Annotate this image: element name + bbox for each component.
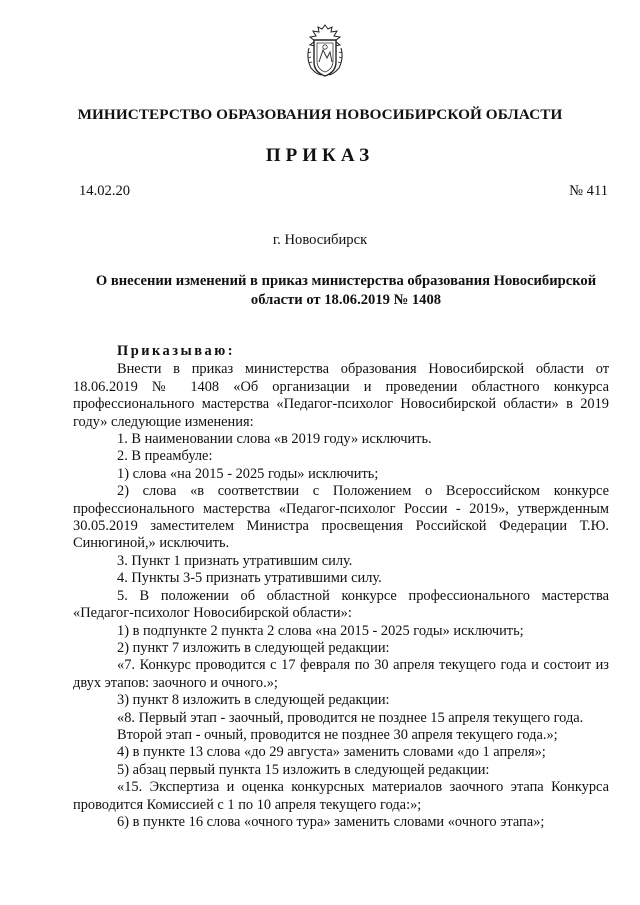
ministry-name: МИНИСТЕРСТВО ОБРАЗОВАНИЯ НОВОСИБИРСКОЙ ОБЛАСТИ [77,106,563,123]
paragraph: 3) пункт 8 изложить в следующей редакции: [117,692,390,709]
order-number: № 411 [569,183,608,199]
paragraph: 1) в подпункте 2 пункта 2 слова «на 2015 - 2025 годы» исключить; [117,622,524,639]
paragraph: 1) слова «на 2015 - 2025 годы» исключить; [117,465,379,482]
paragraph: «15. Экспертиза и оценка конкурсных материалов заочного этапа Конкурса проводится Комиссией с 1 по 10 апреля текущего года:»; [73,779,609,813]
paragraph: Внести в приказ министерства образования Новосибирской области от 18.06.2019 № 1408 «Об организации и проведении областного конкурса профессионального мастерства «Педагог-психолог Новосибирской области» в 2019 году» следующие изменения: [73,361,609,430]
paragraph: 4) в пункте 13 слова «до 29 августа» заменить словами «до 1 апреля»; [117,744,546,761]
paragraph: 4. Пункты 3-5 признать утратившими силу. [117,570,382,587]
paragraph: 2. В преамбуле: [117,448,213,465]
order-lead: Приказываю: [117,343,236,359]
city-name: г. Новосибирск [272,232,368,248]
paragraph: 5. В положении об областной конкурсе профессионального мастерства «Педагог-психолог Новосибирской области»: [73,587,609,622]
paragraph: Второй этап - очный, проводится не позднее 30 апреля текущего года.»; [117,726,558,743]
order-subject: О внесении изменений в приказ министерства образования Новосибирской области от 18.06.2019 № 1408 [95,273,597,308]
order-body [73,343,609,831]
paragraph: 2) пункт 7 изложить в следующей редакции: [117,639,390,656]
paragraph: «8. Первый этап - заочный, проводится не позднее 15 апреля текущего года. [117,709,584,726]
paragraph: 1. В наименовании слова «в 2019 году» исключить. [117,431,432,448]
paragraph: 5) абзац первый пункта 15 изложить в следующей редакции: [117,761,490,778]
paragraph: 6) в пункте 16 слова «очного тура» заменить словами «очного этапа»; [117,813,545,830]
paragraph: «7. Конкурс проводится с 17 февраля по 30 апреля текущего года и состоит из двух этапов: заочного и очного.»; [73,657,609,691]
order-date: 14.02.20 [79,183,131,199]
paragraph: 3. Пункт 1 признать утратившим силу. [117,552,353,569]
coat-of-arms-icon [303,24,347,78]
document-title: ПРИКАЗ [265,145,375,166]
paragraph: 2) слова «в соответствии с Положением о Всероссийском конкурсе профессионального мастерства «Педагог-психолог России - 2019», утвержденным 30.05.2019 заместителем Министра просвещения Российской Федерации Т.Ю. Синюгиной,» исключить. [73,483,609,552]
